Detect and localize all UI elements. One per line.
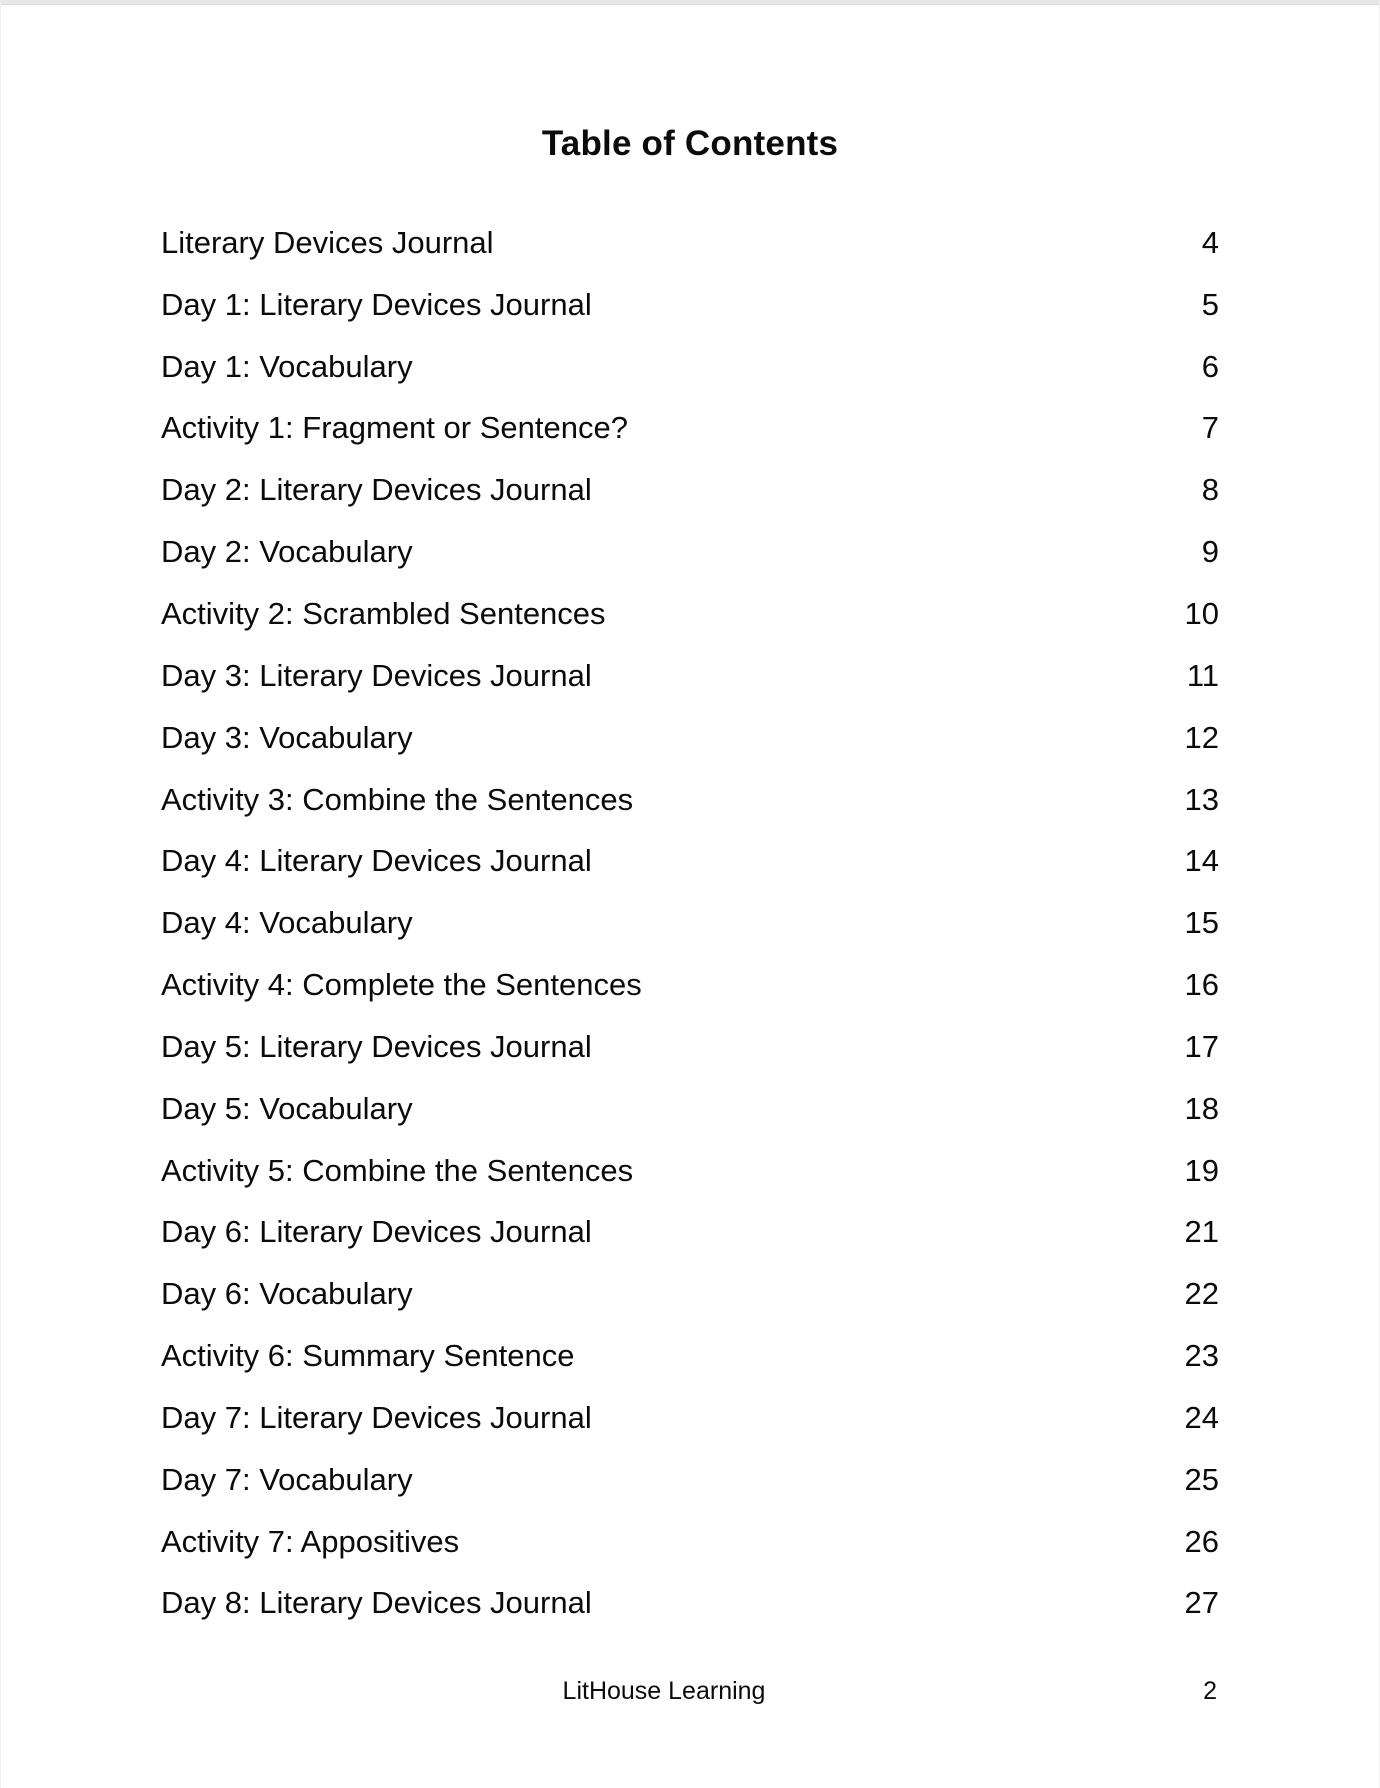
footer-page-number: 2: [1203, 1677, 1217, 1705]
toc-entry: [161, 645, 1219, 707]
toc-entry: [161, 707, 1219, 769]
toc-entry: [161, 521, 1219, 583]
toc-entry: [161, 336, 1219, 398]
toc-entry: [161, 954, 1219, 1016]
toc-entry-page: 21: [1184, 1214, 1219, 1250]
toc-entry-label: Literary Devices Journal: [161, 224, 494, 260]
toc-entry-page: 24: [1184, 1399, 1219, 1435]
toc-entry-label: Day 2: Vocabulary: [161, 534, 413, 570]
toc-entry: [161, 1325, 1219, 1387]
toc-entry-page: 8: [1201, 472, 1219, 508]
toc-entry: [161, 274, 1219, 336]
toc-entry-label: Day 1: Vocabulary: [161, 348, 413, 384]
toc-entry-label: Activity 1: Fragment or Sentence?: [161, 410, 628, 446]
toc-entry: [161, 398, 1219, 460]
toc-entry: [161, 892, 1219, 954]
toc-entry-label: Day 8: Literary Devices Journal: [161, 1585, 592, 1621]
toc-entry: [161, 583, 1219, 645]
toc-entry-label: Day 4: Literary Devices Journal: [161, 843, 592, 879]
toc-entry-label: Day 3: Vocabulary: [161, 719, 413, 755]
toc-entry-page: 11: [1186, 657, 1219, 693]
toc-entry-label: Activity 7: Appositives: [161, 1523, 460, 1559]
toc-entry-label: Day 7: Literary Devices Journal: [161, 1399, 592, 1435]
footer-brand-text: LitHouse Learning: [562, 1677, 766, 1705]
toc-entry: [161, 1387, 1219, 1449]
toc-entry-label: Day 6: Literary Devices Journal: [161, 1214, 592, 1250]
toc-entry: [161, 769, 1219, 831]
toc-entry-page: 23: [1184, 1338, 1219, 1374]
toc-entry-page: 4: [1201, 224, 1219, 260]
toc-entry-label: Day 6: Vocabulary: [161, 1276, 413, 1312]
toc-entry-page: 12: [1184, 719, 1219, 755]
toc-entry-label: Day 3: Literary Devices Journal: [161, 657, 592, 693]
toc-entry-page: 9: [1201, 534, 1219, 570]
toc-entry: [161, 830, 1219, 892]
toc-entry: [161, 1449, 1219, 1511]
toc-entry: [161, 1263, 1219, 1325]
toc-entry-page: 26: [1184, 1523, 1219, 1559]
toc-entry-page: 18: [1184, 1090, 1219, 1126]
toc-entry-page: 27: [1184, 1585, 1219, 1621]
toc-entry-label: Activity 2: Scrambled Sentences: [161, 595, 606, 631]
toc-entry-label: Day 5: Vocabulary: [161, 1090, 413, 1126]
toc-entry-label: Day 4: Vocabulary: [161, 905, 413, 941]
toc-entry: [161, 1016, 1219, 1078]
toc-entry-page: 17: [1184, 1028, 1219, 1064]
toc-entry: [161, 1511, 1219, 1573]
toc-entry-page: 7: [1201, 410, 1219, 446]
toc-entry: [161, 212, 1219, 274]
toc-entry-page: 15: [1184, 905, 1219, 941]
toc-entry: [161, 1140, 1219, 1202]
page-top-edge-divider: [1, 0, 1379, 5]
toc-entry-label: Activity 6: Summary Sentence: [161, 1338, 575, 1374]
toc-entry-page: 10: [1184, 595, 1219, 631]
toc-entry-page: 5: [1201, 286, 1219, 322]
toc-entry-page: 14: [1184, 843, 1219, 879]
toc-entry-page: 16: [1184, 967, 1219, 1003]
toc-entry-page: 13: [1184, 781, 1219, 817]
toc-entry: [161, 1573, 1219, 1635]
toc-entry-label: Activity 5: Combine the Sentences: [161, 1152, 634, 1188]
page-title: Table of Contents: [541, 124, 839, 163]
toc-entry-label: Day 7: Vocabulary: [161, 1461, 413, 1497]
toc-entry-page: 22: [1184, 1276, 1219, 1312]
toc-entry-page: 25: [1184, 1461, 1219, 1497]
toc-list: [161, 212, 1219, 1634]
toc-entry-label: Activity 3: Combine the Sentences: [161, 781, 634, 817]
toc-entry-page: 19: [1184, 1152, 1219, 1188]
toc-entry: [161, 459, 1219, 521]
toc-entry-label: Day 2: Literary Devices Journal: [161, 472, 592, 508]
toc-entry-label: Day 1: Literary Devices Journal: [161, 286, 592, 322]
toc-entry: [161, 1202, 1219, 1264]
toc-entry-label: Activity 4: Complete the Sentences: [161, 967, 642, 1003]
toc-entry-page: 6: [1201, 348, 1219, 384]
toc-entry-label: Day 5: Literary Devices Journal: [161, 1028, 592, 1064]
toc-entry: [161, 1078, 1219, 1140]
